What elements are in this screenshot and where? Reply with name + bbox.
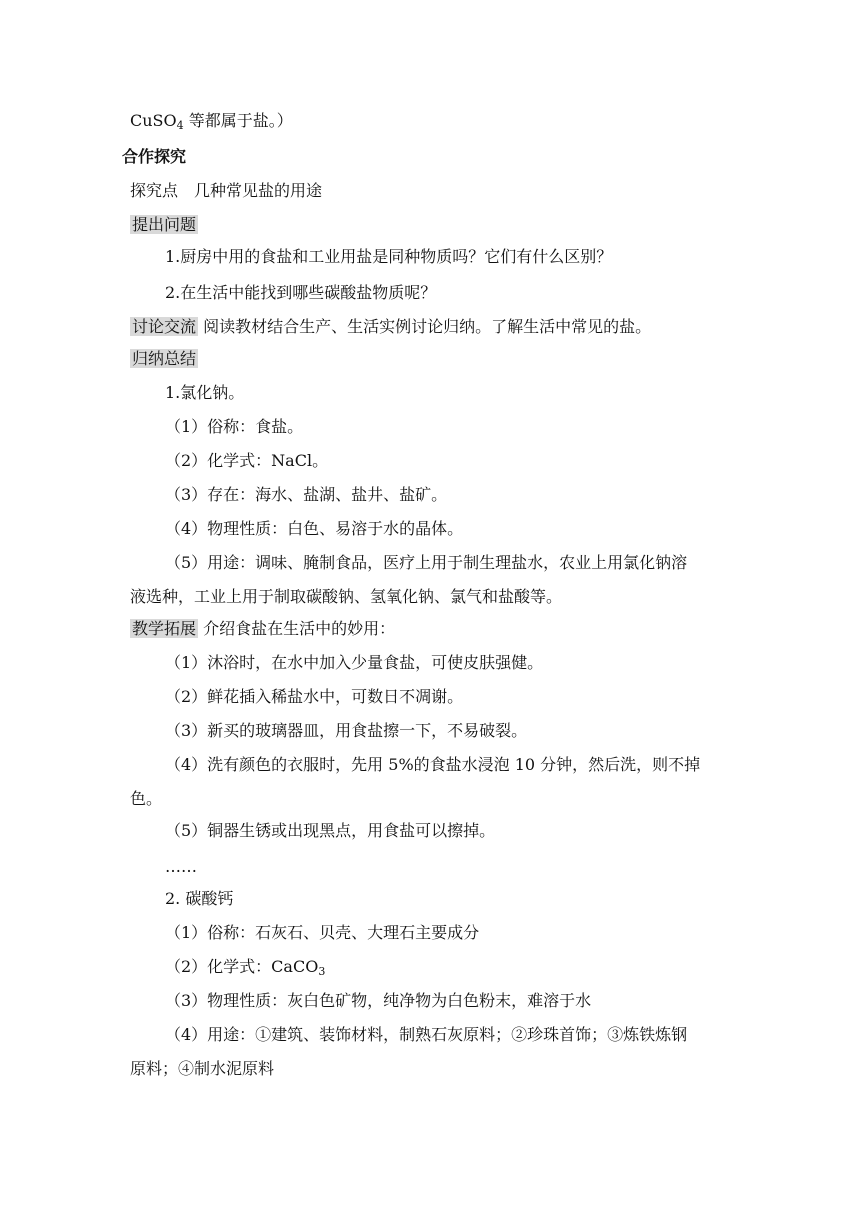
nacl-item-5: （5）用途：调味、腌制食品，医疗上用于制生理盐水，农业上用氯化钠溶: [165, 553, 688, 572]
tip-2: （2）鲜花插入稀盐水中，可数日不凋谢。: [165, 687, 464, 706]
topic-line: 探究点 几种常见盐的用途: [130, 181, 323, 200]
section-title: 合作探究: [122, 147, 187, 166]
caco3-item-4-cont: 原料；④制水泥原料: [130, 1059, 275, 1078]
caco3-heading: 2. 碳酸钙: [165, 889, 234, 908]
extend-tag: 教学拓展: [132, 619, 197, 638]
ask-tag: 提出问题: [132, 215, 197, 234]
nacl-item-3: （3）存在：海水、盐湖、盐井、盐矿。: [165, 485, 448, 504]
extend-line: [130, 618, 395, 640]
discuss-tag: 讨论交流: [132, 317, 197, 336]
formula-cuso4: CuSO$_4$: [130, 111, 184, 132]
ellipsis: ……: [165, 857, 197, 876]
question-1: 1.厨房中用的食盐和工业用盐是同种物质吗？它们有什么区别？: [165, 247, 613, 266]
summary-tag: 归纳总结: [132, 349, 197, 368]
caco3-item-4: （4）用途：①建筑、装饰材料，制熟石灰原料；②珍珠首饰；③炼铁炼钢: [165, 1025, 688, 1044]
nacl-heading: 1.氯化钠。: [165, 383, 245, 402]
caco3-item-1: （1）俗称：石灰石、贝壳、大理石主要成分: [165, 923, 480, 942]
nacl-item-1: （1）俗称：食盐。: [165, 417, 304, 436]
tip-4: （4）洗有颜色的衣服时，先用 5%的食盐水浸泡 10 分钟，然后洗，则不掉: [165, 755, 701, 774]
discuss-text: 阅读教材结合生产、生活实例讨论归纳。了解生活中常见的盐。: [198, 317, 652, 336]
caco3-item-2: （2）化学式：CaCO$_3$: [165, 957, 326, 978]
caco3-item-3: （3）物理性质：灰白色矿物，纯净物为白色粉末，难溶于水: [165, 991, 592, 1010]
tip-5: （5）铜器生锈或出现黑点，用食盐可以擦掉。: [165, 821, 496, 840]
tip-1: （1）沐浴时，在水中加入少量食盐，可使皮肤强健。: [165, 653, 544, 672]
nacl-item-5-cont: 液选种，工业上用于制取碳酸钠、氢氧化钠、氯气和盐酸等。: [130, 587, 563, 606]
summary-tag-line: [130, 348, 198, 370]
question-2: 2.在生活中能找到哪些碳酸盐物质呢？: [165, 283, 437, 302]
tip-4-cont: 色。: [130, 789, 163, 808]
ask-tag-line: [130, 214, 198, 236]
extend-text: 介绍食盐在生活中的妙用：: [198, 619, 396, 638]
intro-line: CuSO$_4$ 等都属于盐。）: [130, 111, 293, 132]
tip-3: （3）新买的玻璃器皿，用食盐擦一下，不易破裂。: [165, 721, 528, 740]
nacl-item-4: （4）物理性质：白色、易溶于水的晶体。: [165, 519, 464, 538]
nacl-item-2: （2）化学式：NaCl。: [165, 451, 329, 470]
discuss-line: [130, 316, 651, 338]
